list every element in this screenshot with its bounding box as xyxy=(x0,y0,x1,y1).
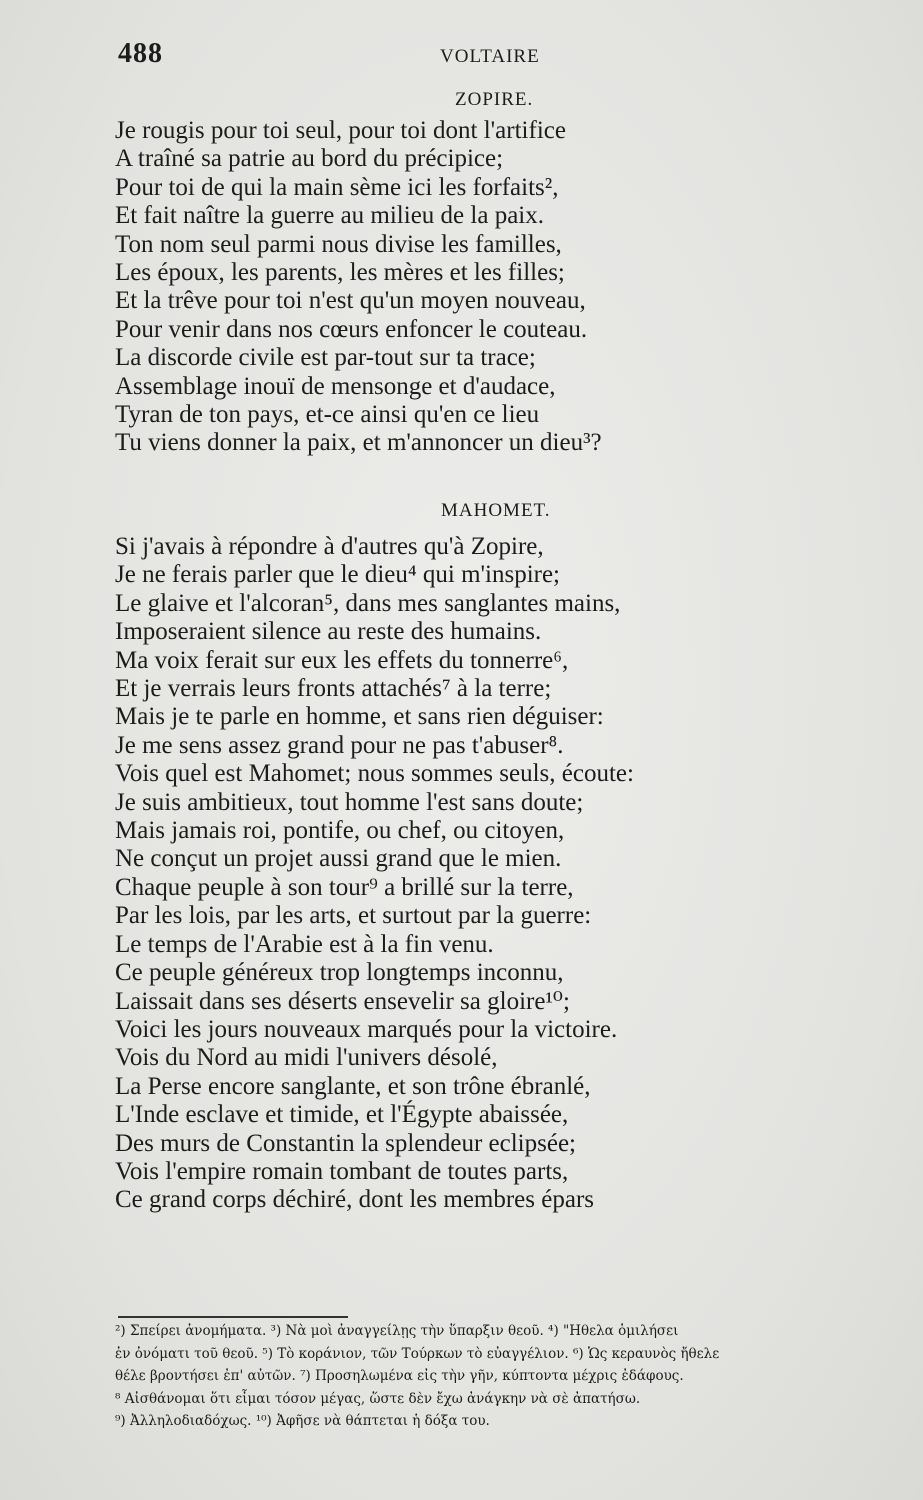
verse-line: Et la trêve pour toi n'est qu'un moyen nouveau, xyxy=(115,287,586,315)
verse-line: Si j'avais à répondre à d'autres qu'à Zopire, xyxy=(115,533,544,560)
footnote-line: θέλε βροντήσει ἐπ' αὐτῶν. ⁷) Προσηλωμένα εἰς τὴν γῆν, κύπτοντα μέχρις ἐδάφους. xyxy=(115,1368,684,1385)
page-number: 488 xyxy=(118,38,163,69)
verse-line: Le glaive et l'alcoran⁵, dans mes sanglantes mains, xyxy=(115,589,621,617)
verse-line: Vois du Nord au midi l'univers désolé, xyxy=(115,1044,498,1072)
verse-line: Mais jamais roi, pontife, ou chef, ou citoyen, xyxy=(115,817,565,845)
verse-line: Je suis ambitieux, tout homme l'est sans doute; xyxy=(115,788,584,816)
verse-line: Par les lois, par les arts, et surtout par la guerre: xyxy=(115,902,592,930)
verse-line: Ce grand corps déchiré, dont les membres épars xyxy=(115,1186,595,1214)
footnote-line: ⁹) Ἀλληλοδιαδόχως. ¹⁰) Ἀφῆσε νὰ θάπτεται ἡ δόξα του. xyxy=(115,1413,490,1430)
verse-line: Ne conçut un projet aussi grand que le mien. xyxy=(115,845,562,873)
footnote-line: ²) Σπείρει ἀνομήματα. ³) Νὰ μοὶ ἀναγγείλῃς τὴν ὕπαρξιν θεοῦ. ⁴) "Ηθελα ὁμιλήσει xyxy=(115,1323,679,1339)
verse-line: Vois l'empire romain tombant de toutes parts, xyxy=(115,1157,569,1185)
verse-line: La Perse encore sanglante, et son trône ébranlé, xyxy=(115,1072,591,1100)
verse-line: Ce peuple généreux trop longtemps inconnu, xyxy=(115,959,564,987)
footnotes xyxy=(115,1320,875,1433)
verse-line: Je ne ferais parler que le dieu⁴ qui m'inspire; xyxy=(115,561,561,589)
verse-line: Pour toi de qui la main sème ici les forfaits², xyxy=(115,173,559,201)
verse-line: Tu viens donner la paix, et m'annoncer un dieu³? xyxy=(115,429,602,457)
page-header xyxy=(118,38,678,78)
footnote-divider xyxy=(118,1316,348,1318)
verse-line: Mais je te parle en homme, et sans rien déguiser: xyxy=(115,703,604,731)
verse-line: L'Inde esclave et timide, et l'Égypte abaissée, xyxy=(115,1101,569,1129)
verse-line: Vois quel est Mahomet; nous sommes seuls, écoute: xyxy=(115,760,634,788)
verse-line: Je me sens assez grand pour ne pas t'abuser⁸. xyxy=(115,731,564,759)
verse-line: Et je verrais leurs fronts attachés⁷ à la terre; xyxy=(115,675,552,703)
verse-line: Imposeraient silence au reste des humains. xyxy=(115,618,542,646)
speaker-name: ZOPIRE. xyxy=(455,89,534,110)
speaker-name: MAHOMET. xyxy=(441,500,551,521)
verse-line: Chaque peuple à son tour⁹ a brillé sur la terre, xyxy=(115,873,574,901)
verse-line: Le temps de l'Arabie est à la fin venu. xyxy=(115,930,494,958)
verse-line: Tyran de ton pays, et-ce ainsi qu'en ce lieu xyxy=(115,401,540,429)
verse-line: Et fait naître la guerre au milieu de la paix. xyxy=(115,202,544,230)
verse-block xyxy=(115,533,675,1215)
verse-line: Assemblage inouï de mensonge et d'audace, xyxy=(115,372,556,400)
verse-line: Laissait dans ses déserts ensevelir sa gloire¹⁰; xyxy=(115,987,570,1015)
verse-line: A traîné sa patrie au bord du précipice; xyxy=(115,145,504,173)
verse-line: Voici les jours nouveaux marqués pour la victoire. xyxy=(115,1015,618,1043)
footnote-line: ἐν ὀνόματι τοῦ θεοῦ. ⁵) Τὸ κοράνιον, τῶν Τούρκων τὸ εὐαγγέλιον. ⁶) Ὡς κεραυνὸς ἤθελε xyxy=(115,1345,720,1362)
verse-line: La discorde civile est par-tout sur ta trace; xyxy=(115,344,536,372)
verse-line: Ma voix ferait sur eux les effets du tonnerre⁶, xyxy=(115,646,569,674)
verse-block xyxy=(115,117,675,458)
verse-line: Des murs de Constantin la splendeur eclipsée; xyxy=(115,1129,576,1157)
verse-line: Ton nom seul parmi nous divise les familles, xyxy=(115,230,562,258)
verse-line: Je rougis pour toi seul, pour toi dont l'artifice xyxy=(115,117,566,144)
verse-line: Les époux, les parents, les mères et les filles; xyxy=(115,259,565,287)
verse-line: Pour venir dans nos cœurs enfoncer le couteau. xyxy=(115,315,588,343)
footnote-line: ⁸ Αἰσθάνομαι ὅτι εἶμαι τόσον μέγας, ὥστε δὲν ἔχω ἀνάγκην νὰ σὲ ἀπατήσω. xyxy=(115,1390,641,1407)
running-title: VOLTAIRE xyxy=(440,46,540,67)
